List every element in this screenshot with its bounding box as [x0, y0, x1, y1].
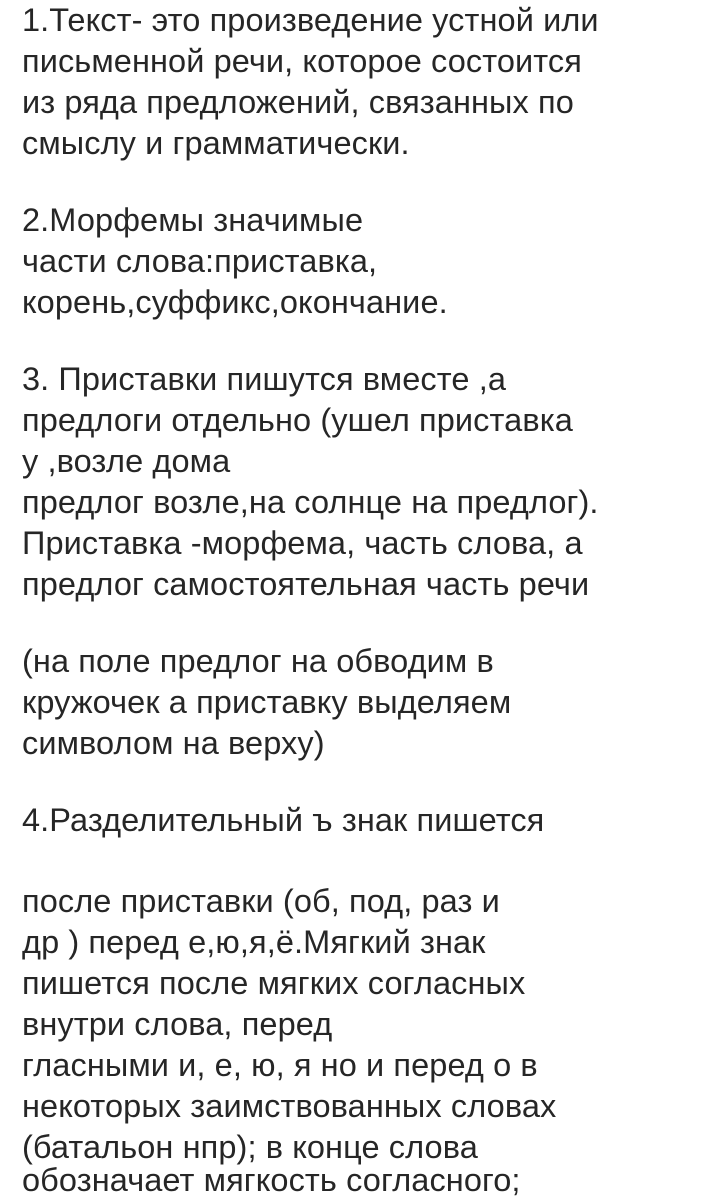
text-line: из ряда предложений, связанных по: [22, 84, 574, 120]
text-line: символом на верху): [22, 725, 325, 761]
text-line: предлог самостоятельная часть речи: [22, 566, 590, 602]
text-line: Приставка -морфема, часть слова, а: [22, 525, 583, 561]
text-line: внутри слова, перед: [22, 1006, 333, 1042]
text-line: письменной речи, которое состоится: [22, 43, 582, 79]
text-line: кружочек а приставку выделяем: [22, 684, 512, 720]
text-line: некоторых заимствованных словах: [22, 1088, 557, 1124]
text-line: обозначает мягкость согласного;: [22, 1162, 521, 1196]
text-line: предлог возле,на солнце на предлог).: [22, 484, 599, 520]
text-line: 3. Приставки пишутся вместе ,а: [22, 361, 507, 397]
text-line: части слова:приставка,: [22, 243, 378, 279]
text-line: (батальон нпр); в конце слова: [22, 1129, 478, 1165]
text-line: у ,возле дома: [22, 443, 231, 479]
text-line: предлоги отдельно (ушел приставка: [22, 402, 573, 438]
text-line: пишется после мягких согласных: [22, 965, 526, 1001]
text-line: 4.Разделительный ъ знак пишется: [22, 802, 545, 838]
text-line: гласными и, е, ю, я но и перед о в: [22, 1047, 538, 1083]
text-line: после приставки (об, под, раз и: [22, 883, 500, 919]
text-line: 2.Морфемы значимые: [22, 202, 364, 238]
text-line: 1.Текст- это произведение устной или: [22, 2, 599, 38]
text-line: др ) перед е,ю,я,ё.Мягкий знак: [22, 924, 486, 960]
text-line: смыслу и грамматически.: [22, 125, 410, 161]
text-line: (на поле предлог на обводим в: [22, 643, 494, 679]
text-line: корень,суффикс,окончание.: [22, 284, 448, 320]
